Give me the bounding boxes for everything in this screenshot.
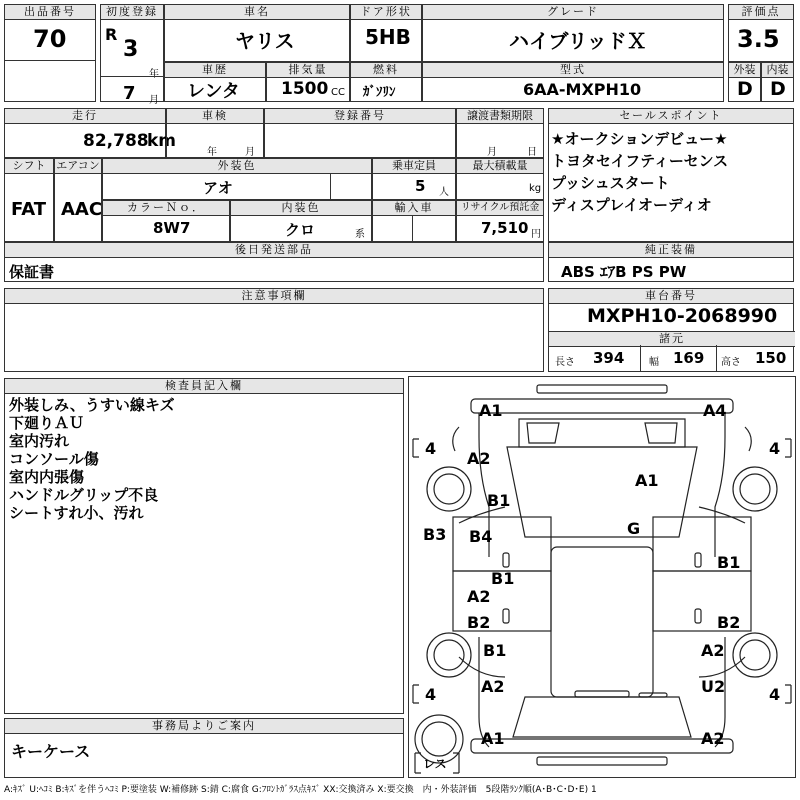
caution-box bbox=[4, 288, 544, 372]
mileage-box bbox=[4, 108, 177, 158]
equip-box bbox=[548, 242, 794, 282]
regno-label: 登録番号 bbox=[265, 109, 455, 124]
mileage-label: 走行 bbox=[5, 109, 165, 124]
color-label: 外装色 bbox=[103, 159, 371, 174]
disp-label: 排気量 bbox=[267, 63, 349, 78]
load-label: 最大積載量 bbox=[457, 159, 543, 174]
damage-mark: B1 bbox=[483, 641, 507, 660]
door-box bbox=[350, 4, 422, 62]
sales-item: プッシュスタート bbox=[551, 174, 670, 192]
history-label: 車歴 bbox=[165, 63, 265, 78]
cap-label: 乗車定員 bbox=[373, 159, 455, 174]
int-value: D bbox=[770, 78, 786, 100]
sales-box bbox=[548, 108, 794, 242]
car-box bbox=[164, 4, 350, 62]
transfer-label: 譲渡書類期限 bbox=[457, 109, 543, 124]
damage-mark: A2 bbox=[701, 729, 725, 748]
spec-label: 諸元 bbox=[549, 331, 795, 347]
shift-label: シフト bbox=[5, 159, 53, 174]
tire-depth-rr: 4 bbox=[769, 685, 781, 704]
damage-mark: B2 bbox=[467, 613, 491, 632]
damage-mark: A1 bbox=[635, 471, 659, 490]
car-label: 車名 bbox=[165, 5, 349, 20]
shift-box bbox=[4, 158, 54, 242]
colorno-box bbox=[102, 200, 230, 242]
grade-value: ハイブリッドＸ bbox=[509, 29, 647, 53]
door-type: 5HB bbox=[365, 25, 411, 49]
load-unit: kg bbox=[529, 183, 542, 194]
equip-label: 純正装備 bbox=[549, 243, 793, 258]
spare-tire-note: レス bbox=[423, 757, 447, 771]
chassis-label: 車台番号 bbox=[549, 289, 793, 304]
caution-label: 注意事項欄 bbox=[5, 289, 543, 304]
reg-label: 初度登録 bbox=[101, 5, 163, 20]
disp-unit: CC bbox=[331, 87, 345, 98]
sales-item: ★オークションデビュー★ bbox=[551, 130, 728, 148]
history-value: レンタ bbox=[187, 81, 240, 102]
intcolor-value: クロ bbox=[285, 221, 316, 239]
int-box bbox=[761, 62, 794, 102]
sales-item: ディスプレイオーディオ bbox=[551, 196, 712, 214]
inspect-month: 月 bbox=[245, 147, 255, 158]
equip-value: ABS ｴｱB PS PW bbox=[561, 263, 687, 281]
damage-mark: A2 bbox=[467, 449, 491, 468]
damage-mark: A4 bbox=[703, 401, 727, 420]
reg-year-unit: 年 bbox=[149, 69, 159, 80]
inspector-note: ハンドルグリップ不良 bbox=[9, 486, 159, 504]
shift-value: FAT bbox=[11, 199, 47, 220]
history-box bbox=[164, 62, 266, 102]
ext-box bbox=[728, 62, 761, 102]
inspector-note: 室内内張傷 bbox=[9, 468, 85, 486]
grade-box bbox=[422, 4, 724, 62]
score-value: 3.5 bbox=[737, 25, 780, 53]
colorno-value: 8W7 bbox=[153, 219, 191, 237]
ac-value: AAC bbox=[61, 199, 103, 220]
sales-label: セールスポイント bbox=[549, 109, 793, 124]
transfer-day: 日 bbox=[527, 147, 537, 158]
office-label: 事務局よりご案内 bbox=[5, 719, 403, 734]
later-label: 後日発送部品 bbox=[5, 243, 543, 258]
fuel-box bbox=[350, 62, 422, 102]
lot-sub bbox=[4, 60, 96, 102]
fuel-value: ｶﾞｿﾘﾝ bbox=[363, 85, 396, 100]
reg-month: 7 bbox=[123, 83, 136, 104]
inspector-label: 検査員記入欄 bbox=[5, 379, 403, 394]
model-label: 型式 bbox=[423, 63, 723, 78]
reg-year: 3 bbox=[123, 37, 139, 62]
sales-item: トヨタセイフティーセンス bbox=[551, 152, 729, 170]
reg-month-unit: 月 bbox=[149, 95, 159, 106]
car-name: ヤリス bbox=[235, 29, 295, 53]
ext-label: 外装 bbox=[729, 63, 760, 78]
wid-label: 幅 bbox=[649, 357, 659, 368]
disp-value: 1500 bbox=[281, 79, 329, 99]
recycle-label: リサイクル預託金 bbox=[457, 201, 543, 216]
disp-box bbox=[266, 62, 350, 102]
lot-label: 出品番号 bbox=[5, 5, 95, 20]
later-value: 保証書 bbox=[9, 263, 55, 281]
load-box bbox=[456, 158, 544, 200]
damage-mark: A1 bbox=[479, 401, 503, 420]
legend: A:ｷｽﾞ U:ﾍｺﾐ B:ｷｽﾞを伴うﾍｺﾐ P:要塗装 W:補修跡 S:錆 C:腐食 G:ﾌﾛﾝﾄｶﾞﾗｽ点ｷｽﾞ XX:交換済み X:要交換 内・外装評価 5段階ﾗﾝｸ順(A･B･C･D･E) 1 bbox=[4, 785, 597, 795]
car-outline bbox=[409, 377, 795, 777]
reg-box bbox=[100, 4, 164, 106]
damage-mark: A2 bbox=[467, 587, 491, 606]
intcolor-unit: 系 bbox=[355, 229, 365, 240]
recycle-value: 7,510 bbox=[481, 219, 529, 237]
ac-box bbox=[54, 158, 102, 242]
car-diagram bbox=[408, 376, 796, 778]
damage-mark: B1 bbox=[717, 553, 741, 572]
inspector-note: 室内汚れ bbox=[9, 432, 70, 450]
office-value: キーケース bbox=[11, 742, 91, 761]
score-label: 評価点 bbox=[729, 5, 793, 20]
inspector-note: シートすれ小、汚れ bbox=[9, 504, 144, 522]
inspector-note: 外装しみ、うすい線キズ bbox=[9, 396, 175, 414]
inspect-label: 車検 bbox=[167, 109, 263, 124]
wid-value: 169 bbox=[673, 349, 705, 367]
intcolor-label: 内装色 bbox=[231, 201, 371, 216]
reg-era: R bbox=[105, 25, 118, 44]
damage-mark: A1 bbox=[481, 729, 505, 748]
score-box bbox=[728, 4, 794, 62]
len-value: 394 bbox=[593, 349, 625, 367]
chassis-value: MXPH10-2068990 bbox=[587, 305, 778, 327]
import-label: 輸入車 bbox=[373, 201, 455, 216]
damage-mark: U2 bbox=[701, 677, 726, 696]
inspect-box bbox=[166, 108, 264, 158]
intcolor-box bbox=[230, 200, 372, 242]
lot-number: 70 bbox=[33, 25, 67, 53]
cap-value: 5 bbox=[415, 177, 426, 195]
cap-box bbox=[372, 158, 456, 200]
regno-box bbox=[264, 108, 456, 158]
mileage-unit: km bbox=[147, 131, 177, 151]
inspector-note: コンソール傷 bbox=[9, 450, 99, 468]
fuel-label: 燃料 bbox=[351, 63, 421, 78]
recycle-unit: 円 bbox=[531, 229, 541, 240]
len-label: 長さ bbox=[555, 357, 575, 368]
int-label: 内装 bbox=[762, 63, 793, 78]
transfer-month: 月 bbox=[487, 147, 497, 158]
hgt-value: 150 bbox=[755, 349, 787, 367]
damage-mark: A2 bbox=[481, 677, 505, 696]
recycle-box bbox=[456, 200, 544, 242]
colorno-label: カラーＮｏ． bbox=[103, 201, 229, 216]
inspector-note: 下廻りＡＵ bbox=[9, 414, 85, 432]
grade-label: グレード bbox=[423, 5, 723, 20]
cap-unit: 人 bbox=[439, 187, 449, 198]
damage-mark: G bbox=[627, 519, 641, 538]
ext-value: D bbox=[737, 78, 753, 100]
mileage-value: 82,788 bbox=[83, 131, 149, 151]
inspector-box bbox=[4, 378, 404, 714]
import-box bbox=[372, 200, 456, 242]
model-box bbox=[422, 62, 724, 102]
damage-mark: B1 bbox=[487, 491, 511, 510]
color-value: アオ bbox=[203, 179, 233, 197]
color-box bbox=[102, 158, 372, 200]
damage-mark: B1 bbox=[491, 569, 515, 588]
damage-mark: A2 bbox=[701, 641, 725, 660]
later-box bbox=[4, 242, 544, 282]
tire-depth-fl: 4 bbox=[425, 439, 437, 458]
door-label: ドア形状 bbox=[351, 5, 421, 20]
tire-depth-fr: 4 bbox=[769, 439, 781, 458]
inspect-year: 年 bbox=[207, 147, 217, 158]
tire-depth-rl: 4 bbox=[425, 685, 437, 704]
damage-mark: B2 bbox=[717, 613, 741, 632]
ac-label: エアコン bbox=[56, 159, 100, 172]
damage-mark: B4 bbox=[469, 527, 493, 546]
hgt-label: 高さ bbox=[721, 357, 741, 368]
damage-mark: B3 bbox=[423, 525, 447, 544]
model-value: 6AA-MXPH10 bbox=[523, 80, 642, 99]
transfer-box bbox=[456, 108, 544, 158]
office-box bbox=[4, 718, 404, 778]
